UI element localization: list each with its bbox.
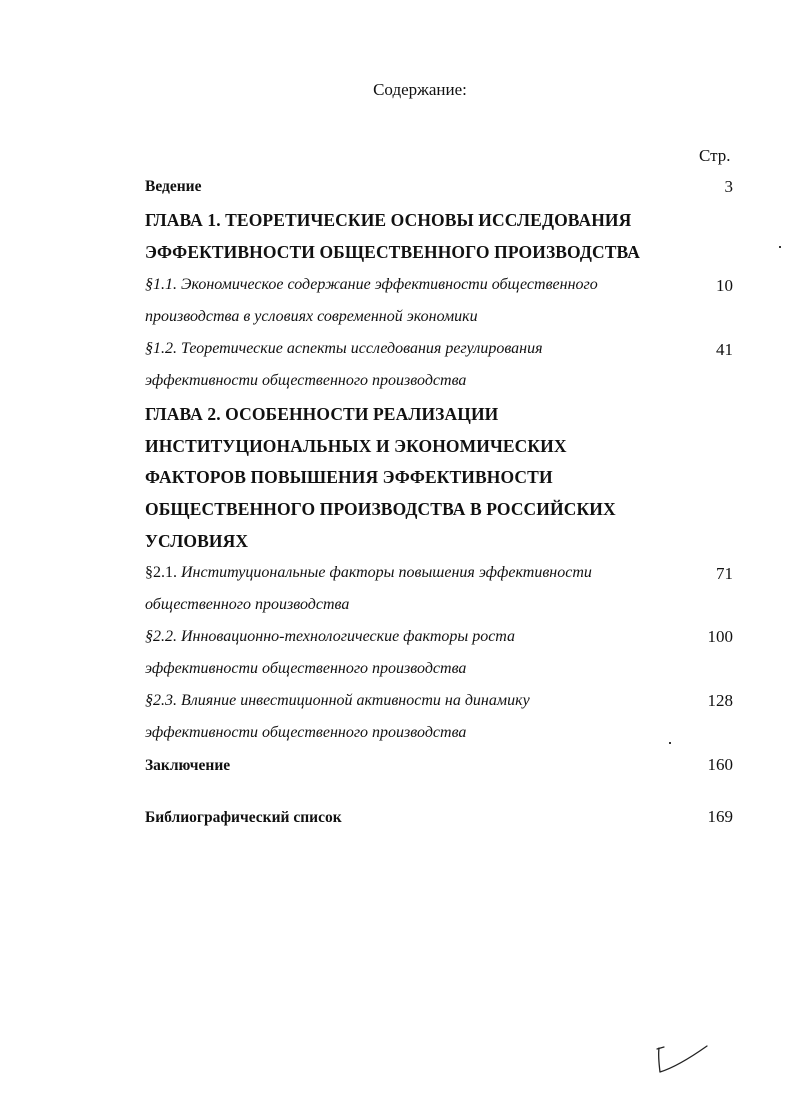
section-1-2-line-1: [145, 340, 543, 358]
section-2-3-line-2: эффективности общественного производства: [145, 724, 467, 741]
section-2-1-line-1: [145, 564, 592, 582]
section-1-2-text-1: Теоретические аспекты исследования регулирования: [181, 340, 543, 357]
toc-page-1-1: 10: [716, 276, 733, 295]
scan-dot: [669, 742, 671, 744]
toc-page-conclusion: 160: [707, 755, 733, 774]
section-1-1-line-2: производства в условиях современной экономики: [145, 308, 478, 325]
chapter-1-line-1: ГЛАВА 1. ТЕОРЕТИЧЕСКИЕ ОСНОВЫ ИССЛЕДОВАНИЯ: [145, 210, 632, 230]
section-2-2-line-2: эффективности общественного производства: [145, 660, 467, 677]
chapter-2-line-1: ГЛАВА 2. ОСОБЕННОСТИ РЕАЛИЗАЦИИ: [145, 404, 499, 424]
scan-dot: [779, 246, 781, 248]
toc-page-1-2: 41: [716, 340, 733, 359]
chapter-2-line-3: ФАКТОРОВ ПОВЫШЕНИЯ ЭФФЕКТИВНОСТИ: [145, 467, 553, 487]
section-2-3-prefix: §2.3.: [145, 692, 177, 709]
chapter-1-line-2: ЭФФЕКТИВНОСТИ ОБЩЕСТВЕННОГО ПРОИЗВОДСТВА: [145, 242, 640, 262]
toc-label-conclusion: Заключение: [145, 757, 231, 774]
chapter-2-line-5: УСЛОВИЯХ: [145, 531, 249, 551]
section-2-3-text-1: Влияние инвестиционной активности на динамику: [181, 692, 530, 709]
section-2-1-line-2: общественного производства: [145, 596, 350, 613]
section-2-2-text-1: Инновационно-технологические факторы роста: [181, 628, 516, 645]
section-1-1-text-1: Экономическое содержание эффективности общественного: [181, 276, 598, 293]
toc-page-2-1: 71: [716, 564, 733, 583]
chapter-2-line-2: ИНСТИТУЦИОНАЛЬНЫХ И ЭКОНОМИЧЕСКИХ: [145, 436, 567, 456]
section-2-3-line-1: [145, 692, 530, 710]
toc-label-intro: Ведение: [145, 178, 202, 195]
section-2-2-line-1: [145, 628, 515, 646]
section-1-2-line-2: эффективности общественного производства: [145, 372, 467, 389]
toc-page-2-3: 128: [707, 691, 733, 710]
signature-mark-icon: [655, 1040, 715, 1080]
section-2-2-prefix: §2.2.: [145, 628, 177, 645]
toc-page-2-2: 100: [707, 627, 733, 646]
section-2-1-prefix: §2.1.: [145, 564, 177, 581]
page-column-label: Стр.: [699, 146, 731, 165]
section-1-2-prefix: §1.2.: [145, 340, 177, 357]
chapter-2-line-4: ОБЩЕСТВЕННОГО ПРОИЗВОДСТВА В РОССИЙСКИХ: [145, 499, 616, 519]
toc-page-bibliography: 169: [707, 807, 733, 826]
section-1-1-line-1: [145, 276, 598, 294]
toc-label-bibliography: Библиографический список: [145, 809, 342, 826]
page-title: Содержание:: [373, 80, 467, 99]
toc-page-intro: 3: [724, 177, 733, 196]
section-2-1-text-1: Институциональные факторы повышения эффективности: [181, 564, 592, 581]
section-1-1-prefix: §1.1.: [145, 276, 177, 293]
